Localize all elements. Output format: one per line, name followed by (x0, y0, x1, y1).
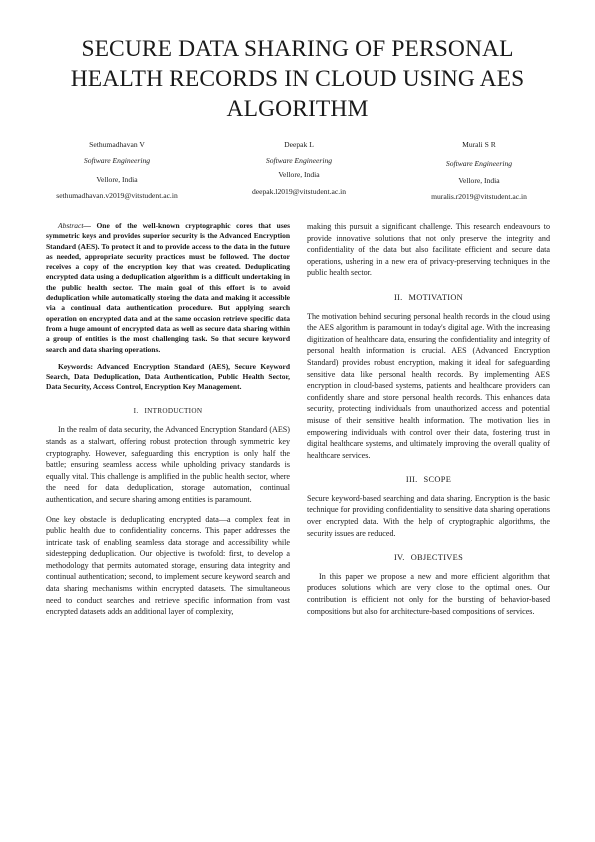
author-location: Vellore, India (458, 176, 500, 185)
author-block-3 (404, 140, 554, 201)
paper-title: SECURE DATA SHARING OF PERSONAL HEALTH RECORDS IN CLOUD USING AES ALGORITHM (70, 36, 525, 122)
author-name: Deepak L (284, 140, 314, 149)
abstract-label: Abstract (58, 221, 84, 230)
scope-paragraph: Secure keyword-based searching and data sharing. Encryption is the basic technique for providing confidentiality to sensitive data sharing operations over encrypted data. With the help of cryptographic algorithms, the security issues are reduced. (307, 493, 550, 538)
abstract-text: — One of the well-known cryptographic cores that uses symmetric keys and provides superior security is the Advanced Encryption Standard (AES). To protect it and to provide access to the data in the future as needed, appropriate security practices must be followed. The doctor receives a copy of the encryption key that was created. Deduplicating encrypted data using a deduplication algorithm is a difficult undertaking in the public health sector. The main goal of this effort is to avoid deduplication while automatically storing the data and making it accessible via a continual data authentication procedure. But applying search operation on encrypted data and at the same occasion retrieve specific data from a huge amount of encrypted data as well as secure data sharing within a group of entities is the most challenging task. So that secure keyword search and data sharing operations. (46, 221, 290, 354)
left-column (46, 221, 290, 618)
author-location: Vellore, India (278, 170, 320, 179)
author-dept: Software Engineering (265, 156, 333, 165)
section-heading-introduction: I. INTRODUCTION (133, 406, 203, 415)
section-heading-objectives: IV. OBJECTIVES (393, 553, 464, 563)
intro-paragraph-2: One key obstacle is deduplicating encrypted data—a complex feat in public health due to confidentiality concerns. This paper addresses the intricate task of enabling seamless data storage and accessibility while sidestepping deduplication. Our objective is twofold: first, to develop a methodology that permits automated storage, ensuring data integrity and continual authentication; second, to implement secure keyword search and data sharing mechanisms within encrypted datasets. The simultaneous need to conduct searches and retrieve specific information from vast encrypted datasets adds an additional layer of complexity, (46, 514, 290, 617)
author-block-2 (224, 140, 374, 196)
section-heading-motivation: II. MOTIVATION (393, 292, 464, 302)
objectives-paragraph: In this paper we propose a new and more efficient algorithm that produces solutions which are very close to the optimal ones. Our contribution is efficient not only for the bursting of behavior-based compositions but also for architecture-based compositions of services. (307, 571, 550, 616)
section-heading-scope: III. SCOPE (405, 475, 452, 485)
intro-paragraph-3: making this pursuit a significant challenge. This research endeavours to provide innovative solutions that not only preserve the integrity and confidentiality of the data but also facilitate efficient and secure data operations, ushering in a new era of privacy-preserving techniques in the public health sector. (307, 222, 550, 278)
author-email: deepak.l2019@vitstudent.ac.in (251, 187, 347, 196)
author-location: Vellore, India (96, 175, 138, 184)
keywords: Keywords: Advanced Encryption Standard (AES), Secure Keyword Search, Data Deduplication, Data Authentication, Public Health Sector, Data Security, Access Control, Encryption Key Management. (46, 361, 290, 392)
abstract (46, 221, 290, 355)
right-column (307, 221, 550, 617)
intro-paragraph-1: In the realm of data security, the Advanced Encryption Standard (AES) stands as a stalwart, offering robust protection through symmetric key cryptography. However, safeguarding this encryption is only half the battle; ensuring seamless access while upholding privacy standards is equally vital. This challenge is amplified in the public health sector, where the need for data deduplication, storage automation, continual authentication, and secure sharing among entities is paramount. (46, 425, 290, 504)
author-dept: Software Engineering (83, 156, 151, 165)
motivation-paragraph: The motivation behind securing personal health records in the cloud using the AES algorithm is paramount in today's digital age. With the increasing digitization of healthcare data, ensuring the confidentiality and integrity of personal health information is crucial. AES (Advanced Encryption Standard) provides robust encryption, making it ideal for safeguarding sensitive data like personal health records. By implementing AES encryption in cloud-based systems, patients and healthcare providers can confidently share and store personal health records. This enhances data security, protecting individuals from unauthorized access and potential misuse of their sensitive health information. The motivation lies in empowering individuals with control over their data, fostering trust in digital healthcare systems, and ultimately improving the overall quality of healthcare services. (307, 311, 550, 460)
author-email: sethumadhavan.v2019@vitstudent.ac.in (56, 191, 178, 200)
author-email: muralis.r2019@vitstudent.ac.in (431, 192, 527, 201)
author-dept: Software Engineering (445, 159, 513, 168)
author-name: Sethumadhavan V (89, 140, 145, 149)
author-name: Murali S R (462, 140, 496, 149)
author-block-1 (42, 140, 192, 200)
